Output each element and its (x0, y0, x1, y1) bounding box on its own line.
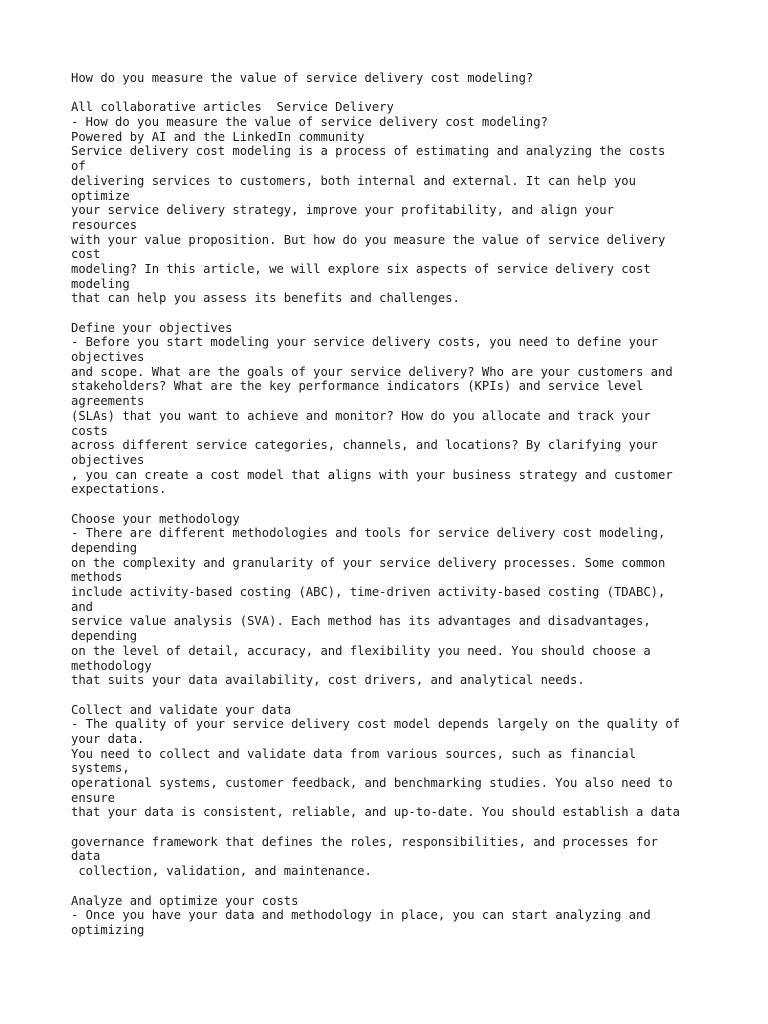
text-line: that can help you assess its benefits and challenges. (71, 291, 460, 306)
text-line: with your value proposition. But how do you measure the value of service delivery (71, 232, 666, 247)
text-line: depending (71, 629, 138, 644)
text-line: objectives (71, 350, 145, 365)
text-line: methodology (71, 658, 152, 673)
text-line (71, 820, 731, 835)
text-line: - The quality of your service delivery cost model depends largely on the quality of (71, 717, 681, 732)
text-line: agreements (71, 394, 145, 409)
section-heading: Choose your methodology (71, 511, 240, 526)
text-line: optimizing (71, 922, 145, 937)
text-line: include activity-based costing (ABC), time-driven activity-based costing (TDABC), (71, 585, 666, 600)
section-heading: Collect and validate your data (71, 702, 292, 717)
text-line: expectations. (71, 482, 167, 497)
text-line: costs (71, 423, 108, 438)
text-line: (SLAs) that you want to achieve and monitor? How do you allocate and track your (71, 408, 651, 423)
text-line: that your data is consistent, reliable, and up-to-date. You should establish a data (71, 805, 681, 820)
spacer (71, 497, 731, 512)
breadcrumb: All collaborative articles Service Delivery (71, 100, 394, 115)
text-line: - Before you start modeling your service delivery costs, you need to define your (71, 335, 658, 350)
text-line: governance framework that defines the roles, responsibilities, and processes for (71, 834, 658, 849)
text-line: and scope. What are the goals of your service delivery? Who are your customers and (71, 364, 673, 379)
spacer (71, 688, 731, 703)
text-line: methods (71, 570, 123, 585)
intro-paragraph (71, 144, 731, 306)
text-line: You need to collect and validate data from various sources, such as financial (71, 746, 636, 761)
text-line: modeling? In this article, we will explore six aspects of service delivery cost (71, 261, 651, 276)
text-line: Service delivery cost modeling is a process of estimating and analyzing the costs (71, 144, 666, 159)
section-choose-methodology (71, 512, 731, 688)
text-line: of (71, 159, 86, 174)
text-line: modeling (71, 276, 130, 291)
text-line: depending (71, 541, 138, 555)
text-line: data (71, 849, 101, 864)
header-block (71, 100, 731, 144)
section-collect-validate-data (71, 703, 731, 879)
text-line: objectives (71, 452, 145, 467)
section-heading: Analyze and optimize your costs (71, 893, 299, 908)
text-line: operational systems, customer feedback, and benchmarking studies. You also need to (71, 776, 673, 790)
spacer (71, 86, 731, 101)
document-page (71, 71, 731, 938)
spacer (71, 306, 731, 321)
text-line: cost (71, 247, 101, 262)
text-line: that suits your data availability, cost drivers, and analytical needs. (71, 673, 585, 688)
section-analyze-optimize-costs (71, 894, 731, 938)
text-line: your data. (71, 731, 145, 746)
text-line: delivering services to customers, both internal and external. It can help you (71, 173, 636, 188)
text-line: resources (71, 217, 138, 232)
header-line: Powered by AI and the LinkedIn community (71, 129, 365, 144)
header-line: - How do you measure the value of service delivery cost modeling? (71, 115, 548, 130)
text-line: your service delivery strategy, improve your profitability, and align your (71, 203, 614, 218)
text-line: stakeholders? What are the key performance indicators (KPIs) and service level (71, 379, 644, 394)
document-title: How do you measure the value of service delivery cost modeling? (71, 71, 534, 85)
text-line: , you can create a cost model that aligns with your business strategy and customer (71, 467, 673, 482)
text-line: and (71, 599, 94, 614)
text-line: optimize (71, 188, 130, 203)
text-line: - Once you have your data and methodology in place, you can start analyzing and (71, 908, 651, 923)
section-heading: Define your objectives (71, 320, 233, 335)
text-line: on the level of detail, accuracy, and flexibility you need. You should choose a (71, 643, 651, 658)
spacer (71, 879, 731, 894)
text-line: ensure (71, 790, 116, 805)
text-line: service value analysis (SVA). Each method has its advantages and disadvantages, (71, 614, 651, 629)
text-line: - There are different methodologies and tools for service delivery cost modeling, (71, 526, 666, 541)
section-define-objectives (71, 321, 731, 497)
text-line: across different service categories, channels, and locations? By clarifying your (71, 438, 658, 453)
text-line: systems, (71, 761, 130, 776)
text-line: collection, validation, and maintenance. (71, 864, 372, 879)
text-line: on the complexity and granularity of your service delivery processes. Some common (71, 555, 666, 570)
